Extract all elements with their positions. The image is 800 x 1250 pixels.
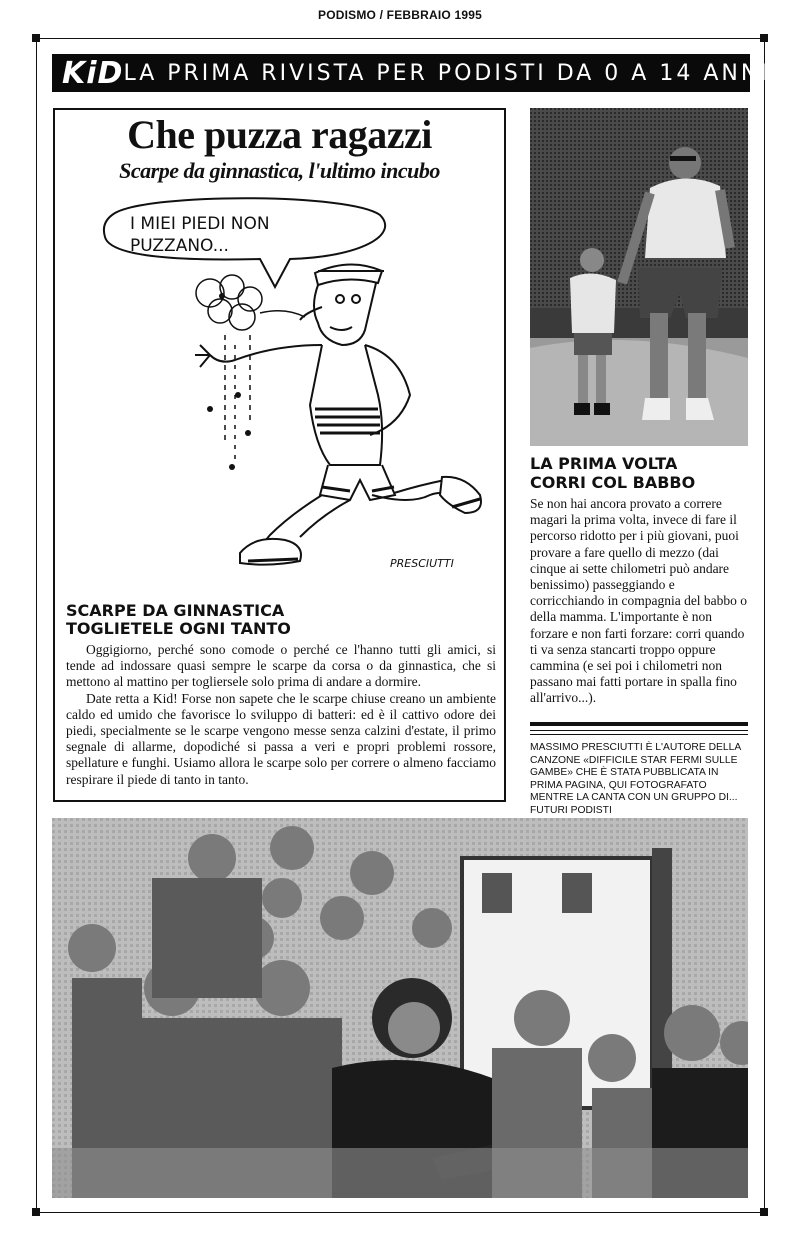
sidebar-title-line-1: LA PRIMA VOLTA [530,454,678,473]
photo-children-group [52,818,748,1198]
speech-bubble-line-1: I MIEI PIEDI NON [130,214,270,234]
article-body [66,642,496,788]
sidebar-rule-thin-1 [530,730,748,731]
section-heading [66,602,496,638]
kid-logo: KiD [62,55,124,91]
corner-mark-tl [32,34,40,42]
photo-father-child [530,108,748,446]
bottom-rule [33,1212,767,1213]
article-subtitle: Scarpe da ginnastica, l'ultimo incubo [119,158,440,183]
sidebar-paragraph: Se non hai ancora provato a correre magari la prima volta, invece di fare il percorso ridotto per i più giovani, puoi provare a fare quello di mezzo (dai cinque ai sette chilometri può andare benissimo) passeggiando e corricchiando in compagnia del babbo o della mamma. L'importante è non forzare e non farti forzare: corri quando ti va senza stancarti troppo oppure cammina (e sei poi i chilometri non passano mai fatti portare in spalla fino all'arrivo...). [530,496,748,706]
speech-bubble-line-2: PUZZANO... [130,236,229,256]
sidebar-rule-thin-2 [530,734,748,735]
cartoon-signature: PRESCIUTTI [390,557,454,570]
article-paragraph-2: Date retta a Kid! Forse non sapete che le scarpe chiuse creano un ambiente caldo ed umido che favorisce lo sviluppo di batteri: ed è il cattivo odore dei piedi, specialmente se le scarpe vengono messe senza calzini d'estate, il primo segnale di allarme, dopodiché si passa a veri e propri problemi rossore, spellature e funghi. Usiamo allora le scarpe solo per correre o almeno facciamo respirare il piede di tanto in tanto. [66,690,496,787]
section-heading-line-1: SCARPE DA GINNASTICA [66,601,285,620]
corner-mark-br [760,1208,768,1216]
right-rule [764,38,765,1214]
banner-tagline: LA PRIMA RIVISTA PER PODISTI DA 0 A 14 ANNI [123,60,770,86]
article-title: Che puzza ragazzi [127,112,432,157]
top-rule [33,38,767,39]
section-heading-line-2: TOGLIETELE OGNI TANTO [66,619,291,638]
corner-mark-tr [760,34,768,42]
left-rule [36,38,37,1214]
sidebar-title-line-2: CORRI COL BABBO [530,473,696,492]
sidebar-rule-thick [530,722,748,726]
photo-caption: MASSIMO PRESCIUTTI È L'AUTORE DELLA CANZONE «DIFFICILE STAR FERMI SULLE GAMBE» CHE È STATA PUBBLICATA IN PRIMA PAGINA, QUI FOTOGRAFATO MENTRE LA CANTA CON UN GRUPPO DI... FUTURI PODISTI [530,742,741,816]
article-paragraph-1: Oggigiorno, perché sono comode o perché ce l'hanno tutti gli amici, si tende ad indossare quasi sempre le scarpe da corsa o da ginnastica, che si mettono al mattino per togliersele solo prima di andare a dormire. [66,642,496,690]
sidebar-title [530,454,748,492]
section-banner [52,54,770,92]
sidebar-body [530,496,748,707]
corner-mark-bl [32,1208,40,1216]
running-head: PODISMO / FEBBRAIO 1995 [318,8,482,22]
cartoon-illustration [60,195,500,590]
